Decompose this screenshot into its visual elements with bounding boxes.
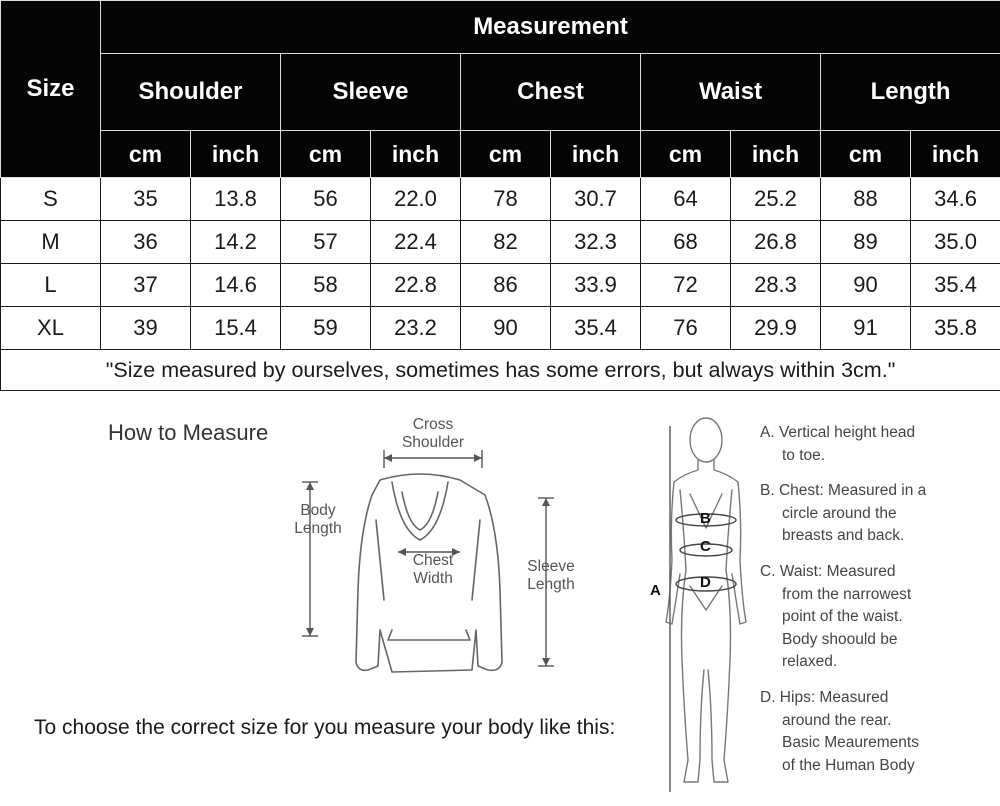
category-header-sleeve: Sleeve — [281, 54, 461, 131]
size-label: XL — [1, 307, 101, 350]
table-cell: 72 — [641, 264, 731, 307]
table-cell: 14.6 — [191, 264, 281, 307]
table-cell: 89 — [821, 221, 911, 264]
table-cell: 35 — [101, 178, 191, 221]
how-to-measure-title: How to Measure — [108, 420, 269, 445]
category-header-chest: Chest — [461, 54, 641, 131]
table-cell: 22.8 — [371, 264, 461, 307]
unit-header-inch: inch — [191, 131, 281, 178]
table-cell: 28.3 — [731, 264, 821, 307]
category-header-waist: Waist — [641, 54, 821, 131]
figure-letter-a: A — [650, 582, 661, 599]
table-cell: 56 — [281, 178, 371, 221]
table-cell: 25.2 — [731, 178, 821, 221]
unit-header-inch: inch — [371, 131, 461, 178]
table-row — [1, 264, 1000, 307]
table-cell: 57 — [281, 221, 371, 264]
table-cell: 30.7 — [551, 178, 641, 221]
figure-letter-c: C — [700, 538, 711, 555]
table-cell: 68 — [641, 221, 731, 264]
figure-letter-b: B — [700, 510, 711, 527]
table-cell: 35.4 — [911, 264, 1000, 307]
human-body-figure — [640, 410, 770, 806]
size-label: L — [1, 264, 101, 307]
table-cell: 26.8 — [731, 221, 821, 264]
unit-header-inch: inch — [551, 131, 641, 178]
table-cell: 58 — [281, 264, 371, 307]
note-hips: D. Hips: Measured around the rear. Basic Meaurements of the Human Body — [760, 688, 919, 774]
unit-header-cm: cm — [281, 131, 371, 178]
table-cell: 23.2 — [371, 307, 461, 350]
size-chart-table — [0, 0, 1000, 391]
table-cell: 91 — [821, 307, 911, 350]
unit-header-cm: cm — [821, 131, 911, 178]
category-header-length: Length — [821, 54, 1000, 131]
table-cell: 35.8 — [911, 307, 1000, 350]
cross-shoulder-label: Cross Shoulder — [401, 416, 465, 451]
note-waist: C. Waist: Measured from the narrowest point of the waist. Body shoould be relaxed. — [760, 562, 912, 671]
sleeve-length-label: Sleeve Length — [527, 558, 575, 593]
table-cell: 22.0 — [371, 178, 461, 221]
table-cell: 76 — [641, 307, 731, 350]
table-cell: 37 — [101, 264, 191, 307]
table-cell: 35.0 — [911, 221, 1000, 264]
table-row — [1, 178, 1000, 221]
table-cell: 34.6 — [911, 178, 1000, 221]
table-cell: 78 — [461, 178, 551, 221]
body-length-label: Body Length — [294, 502, 342, 537]
size-label: M — [1, 221, 101, 264]
category-header-shoulder: Shoulder — [101, 54, 281, 131]
table-cell: 35.4 — [551, 307, 641, 350]
note-height: A. Vertical height head to toe. — [760, 424, 916, 464]
unit-header-cm: cm — [461, 131, 551, 178]
table-cell: 32.3 — [551, 221, 641, 264]
table-cell: 82 — [461, 221, 551, 264]
table-cell: 13.8 — [191, 178, 281, 221]
table-cell: 14.2 — [191, 221, 281, 264]
table-cell: 29.9 — [731, 307, 821, 350]
measurement-header: Measurement — [101, 1, 1000, 54]
figure-letter-d: D — [700, 574, 711, 591]
table-cell: 90 — [461, 307, 551, 350]
table-cell: 90 — [821, 264, 911, 307]
measurement-note: "Size measured by ourselves, sometimes has some errors, but always within 3cm." — [1, 350, 1000, 391]
table-row — [1, 221, 1000, 264]
size-header: Size — [1, 1, 101, 178]
note-chest: B. Chest: Measured in a circle around the breasts and back. — [760, 482, 927, 545]
table-cell: 15.4 — [191, 307, 281, 350]
table-cell: 86 — [461, 264, 551, 307]
chest-width-label: Chest Width — [412, 552, 454, 587]
unit-header-inch: inch — [911, 131, 1000, 178]
table-row — [1, 307, 1000, 350]
unit-header-cm: cm — [641, 131, 731, 178]
head-outline — [690, 418, 722, 462]
table-cell: 59 — [281, 307, 371, 350]
table-cell: 88 — [821, 178, 911, 221]
table-cell: 36 — [101, 221, 191, 264]
unit-header-cm: cm — [101, 131, 191, 178]
sweater-neck-outline — [392, 482, 448, 540]
unit-header-inch: inch — [731, 131, 821, 178]
table-cell: 64 — [641, 178, 731, 221]
choose-size-instruction: To choose the correct size for you measure your body like this: — [34, 716, 616, 739]
table-cell: 39 — [101, 307, 191, 350]
measurement-notes — [760, 422, 995, 790]
table-cell: 33.9 — [551, 264, 641, 307]
table-cell: 22.4 — [371, 221, 461, 264]
size-label: S — [1, 178, 101, 221]
